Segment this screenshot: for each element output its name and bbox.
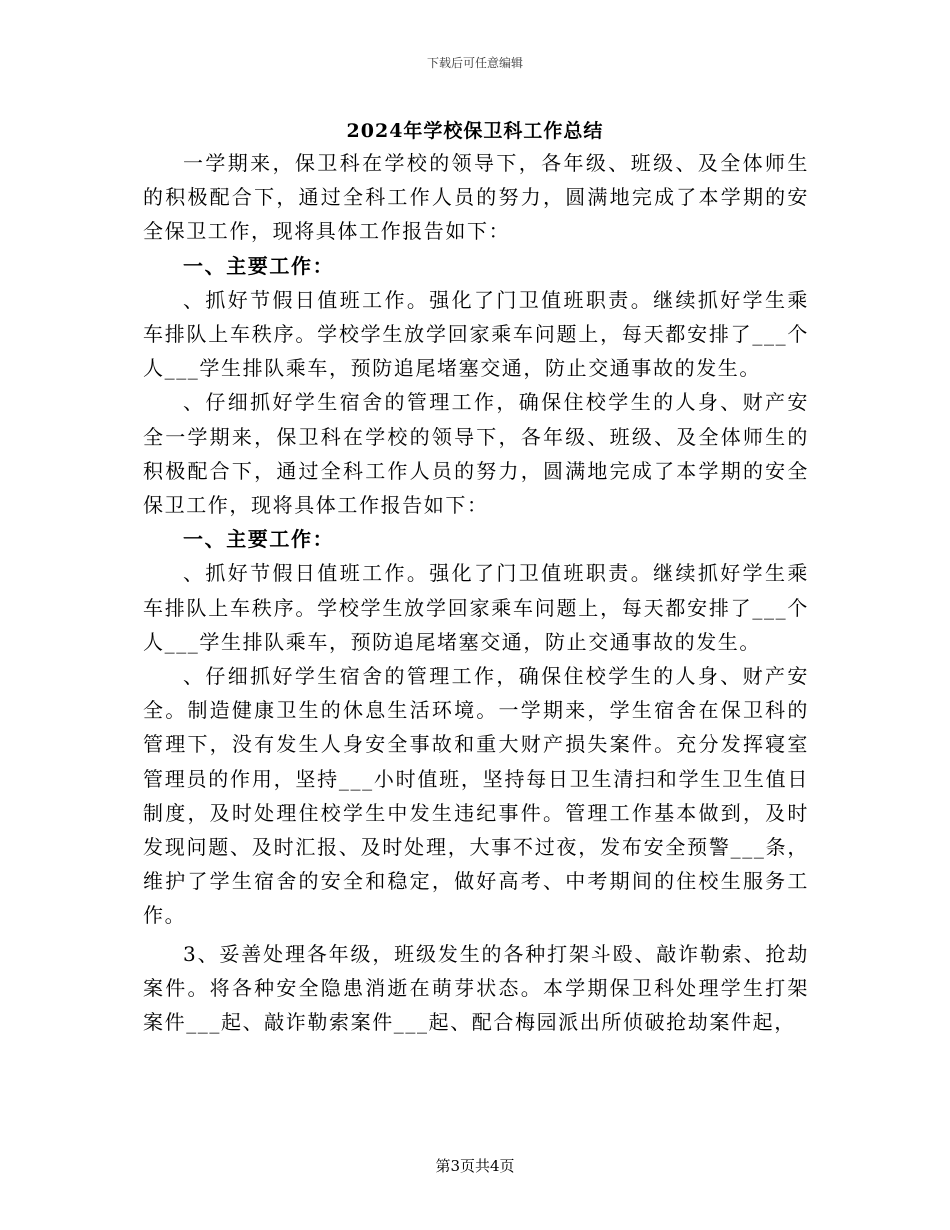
- paragraph-duty: 、抓好节假日值班工作。强化了门卫值班职责。继续抓好学生乘车排队上车秩序。学校学生放学回家乘车问题上，每天都安排了___个人___学生排队乘车，预防追尾堵塞交通，防止交通事故的发生。: [143, 287, 809, 381]
- paragraph-dormitory: 、仔细抓好学生宿舍的管理工作，确保住校学生的人身、财产安全。制造健康卫生的休息生活环境。一学期来，学生宿舍在保卫科的管理下，没有发生人身安全事故和重大财产损失案件。充分发挥寝室管理员的作用，坚持___小时值班，坚持每日卫生清扫和学生卫生值日制度，及时处理住校学生中发生违纪事件。管理工作基本做到，及时发现问题、及时汇报、及时处理，大事不过夜，发布安全预警___条，维护了学生宿舍的安全和稳定，做好高考、中考期间的住校生服务工作。: [143, 664, 809, 928]
- section-heading: 一、主要工作：: [183, 527, 335, 552]
- paragraph-duty: 、抓好节假日值班工作。强化了门卫值班职责。继续抓好学生乘车排队上车秩序。学校学生放学回家乘车问题上，每天都安排了___个人___学生排队乘车，预防追尾堵塞交通，防止交通事故的发生。: [143, 561, 809, 654]
- paragraph-incidents: 3、妥善处理各年级，班级发生的各种打架斗殴、敲诈勒索、抢劫案件。将各种安全隐患消逝在萌芽状态。本学期保卫科处理学生打架案件___起、敲诈勒索案件___起、配合梅园派出所侦破抢劫案件起，: [143, 941, 809, 1035]
- section-heading: 一、主要工作：: [183, 253, 335, 278]
- document-body: [143, 146, 809, 1039]
- paragraph-dormitory: 、仔细抓好学生宿舍的管理工作，确保住校学生的人身、财产安全一学期来，保卫科在学校的领导下，各年级、班级、及全体师生的积极配合下，通过全科工作人员的努力，圆满地完成了本学期的安全保卫工作，现将具体工作报告如下：: [143, 390, 809, 518]
- paragraph-intro: 一学期来，保卫科在学校的领导下，各年级、班级、及全体师生的积极配合下，通过全科工作人员的努力，圆满地完成了本学期的安全保卫工作，现将具体工作报告如下：: [143, 151, 809, 244]
- header-note: 下载后可任意编辑: [426, 56, 523, 70]
- page-number: 第3页共4页: [435, 1157, 515, 1175]
- document-title: 2024年学校保卫科工作总结: [346, 120, 604, 142]
